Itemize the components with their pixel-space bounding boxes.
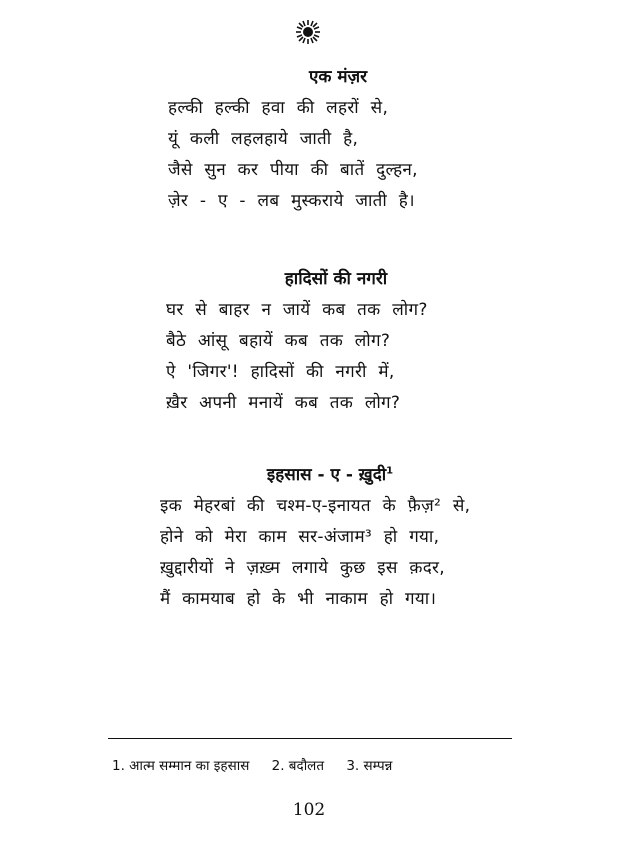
poem-line: मैं कामयाब हो के भी नाकाम हो गया। bbox=[160, 589, 437, 609]
footnote-item: 1. आत्म सम्मान का इहसास bbox=[112, 758, 250, 774]
poem-title bbox=[160, 462, 500, 485]
poem-line: हल्की हल्की हवा की लहरों से, bbox=[168, 98, 389, 118]
poem-line: घर से बाहर न जायें कब तक लोग? bbox=[166, 300, 428, 320]
poem-line: ज़ेर - ए - लब मुस्कराये जाती है। bbox=[168, 191, 415, 211]
poem-line: इक मेहरबां की चश्म-ए-इनायत के फ़ैज़² से, bbox=[160, 496, 471, 516]
footnote-marker: 1 bbox=[386, 465, 394, 477]
poem-line: यूं कली लहलहाये जाती है, bbox=[168, 129, 359, 149]
poem-title-text: इहसास - ए - ख़ुदी bbox=[266, 465, 387, 485]
poem-ek-manzar bbox=[168, 64, 508, 217]
poem-line: जैसे सुन कर पीया की बातें दुल्हन, bbox=[168, 160, 418, 180]
poem-line: ख़ुद्दारीयों ने ज़ख़्म लगाये कुछ इस क़दर, bbox=[160, 558, 446, 578]
poem-line: ऐ 'जिगर'! हादिसों की नगरी में, bbox=[166, 362, 395, 382]
footnote-item: 2. बदौलत bbox=[271, 758, 325, 774]
footnotes bbox=[112, 756, 512, 774]
poem-line: बैठे आंसू बहायें कब तक लोग? bbox=[166, 331, 391, 351]
poem-line: ख़ैर अपनी मनायें कब तक लोग? bbox=[166, 393, 401, 413]
page-number: 102 bbox=[292, 800, 326, 820]
sun-icon bbox=[296, 20, 320, 44]
footnote-item: 3. सम्पन्न bbox=[346, 758, 393, 774]
poem-line: होने को मेरा काम सर-अंजाम³ हो गया, bbox=[160, 527, 440, 547]
poem-hadison-ki-nagri bbox=[166, 266, 506, 419]
poem-title: एक मंज़र bbox=[308, 67, 368, 87]
poem-title: हादिसों की नगरी bbox=[284, 269, 388, 289]
poem-ihsas-e-khudi bbox=[160, 462, 500, 615]
footnote-divider bbox=[108, 738, 512, 739]
